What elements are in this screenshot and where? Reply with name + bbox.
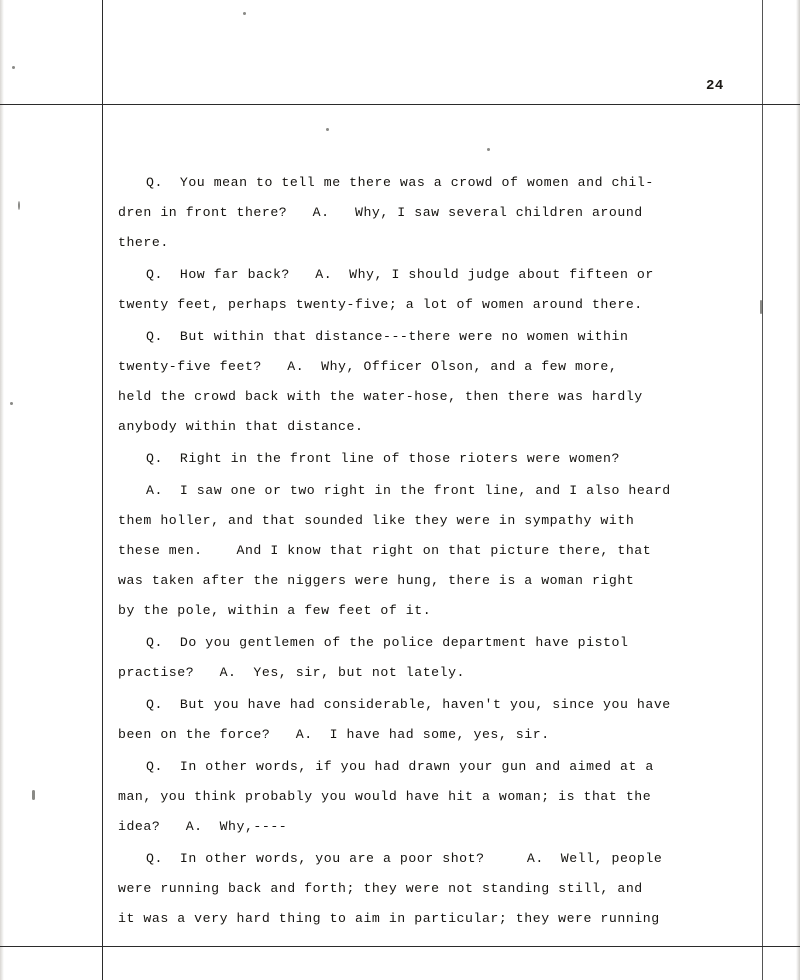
scan-speck [326, 128, 329, 131]
transcript-paragraph [118, 690, 758, 750]
scan-speck [10, 402, 13, 405]
transcript-line: Q. But within that distance---there were no women within [146, 329, 629, 344]
left-margin-rule [102, 0, 103, 980]
transcript-line: it was a very hard thing to aim in particular; they were running [118, 911, 660, 926]
transcript-line: dren in front there? A. Why, I saw several children around [118, 205, 643, 220]
transcript-paragraph [118, 260, 758, 320]
scan-speck [243, 12, 246, 15]
transcript-line: Q. Do you gentlemen of the police department have pistol [146, 635, 629, 650]
transcript-line: were running back and forth; they were not standing still, and [118, 881, 643, 896]
transcript-paragraph [118, 168, 758, 258]
transcript-line: Q. But you have had considerable, haven't you, since you have [146, 697, 671, 712]
transcript-paragraph [118, 322, 758, 442]
bottom-footer-rule [0, 946, 800, 947]
page-number: 24 [706, 78, 724, 94]
transcript-line: these men. And I know that right on that picture there, that [118, 543, 652, 558]
transcript-line: Q. Right in the front line of those rioters were women? [146, 451, 620, 466]
transcript-paragraph [118, 444, 758, 474]
transcript-line: by the pole, within a few feet of it. [118, 603, 432, 618]
scan-speck [487, 148, 490, 151]
transcript-line: been on the force? A. I have had some, yes, sir. [118, 727, 550, 742]
transcript-line: twenty feet, perhaps twenty-five; a lot of women around there. [118, 297, 643, 312]
transcript-line: twenty-five feet? A. Why, Officer Olson, and a few more, [118, 359, 618, 374]
scan-speck [12, 66, 15, 69]
transcript-paragraph [118, 752, 758, 842]
transcript-paragraph [118, 844, 758, 934]
transcript-line: there. [118, 235, 169, 250]
transcript-paragraph [118, 476, 758, 626]
right-margin-rule [762, 0, 763, 980]
transcript-line: man, you think probably you would have hit a woman; is that the [118, 789, 652, 804]
scan-speck [32, 790, 35, 800]
transcript-body [118, 168, 758, 936]
transcript-line: practise? A. Yes, sir, but not lately. [118, 665, 466, 680]
transcript-line: idea? A. Why,---- [118, 819, 288, 834]
transcript-line: A. I saw one or two right in the front line, and I also heard [146, 483, 671, 498]
transcript-line: Q. You mean to tell me there was a crowd of women and chil- [146, 175, 654, 190]
scan-speck [760, 300, 762, 314]
transcript-line: held the crowd back with the water-hose, then there was hardly [118, 389, 643, 404]
transcript-paragraph [118, 628, 758, 688]
right-edge-shadow [796, 0, 800, 980]
top-header-rule [0, 104, 800, 105]
transcript-line: Q. How far back? A. Why, I should judge about fifteen or [146, 267, 654, 282]
transcript-line: them holler, and that sounded like they were in sympathy with [118, 513, 635, 528]
transcript-line: Q. In other words, you are a poor shot? A. Well, people [146, 851, 663, 866]
scan-speck [18, 201, 20, 210]
transcript-line: was taken after the niggers were hung, there is a woman right [118, 573, 635, 588]
transcript-line: Q. In other words, if you had drawn your gun and aimed at a [146, 759, 654, 774]
left-edge-shadow [0, 0, 4, 980]
transcript-line: anybody within that distance. [118, 419, 364, 434]
